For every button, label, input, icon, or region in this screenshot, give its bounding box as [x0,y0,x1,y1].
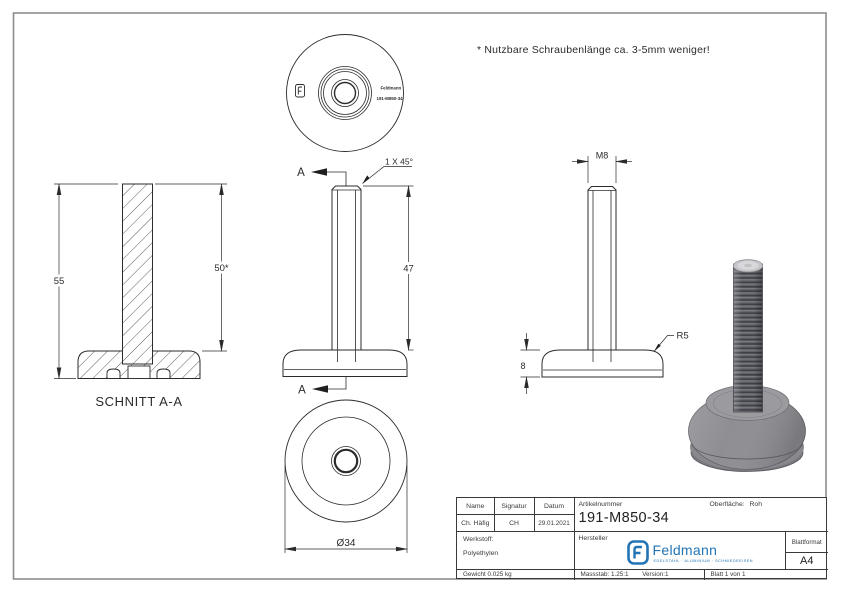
weight-value: Gewicht 0.025 kg [457,570,575,580]
dim-m8-label: M8 [595,150,609,161]
cut-line-bottom [298,377,346,397]
sheet-format-label: Blattformat [786,532,829,553]
title-block-header-date: Datum [535,498,575,515]
dim-47-label: 47 [403,263,414,275]
title-block [456,497,827,579]
manufacturer-label: Hersteller [578,535,608,542]
chamfer-label: 1 X 45° [385,156,413,167]
sheet-format-value: A4 [786,553,829,570]
cut-label-top: A [297,167,305,179]
front-base [283,350,407,377]
name-value: Ch. Häfig [457,515,495,532]
top-view-brand-text: Feldmann [380,85,402,91]
bottom-view [285,400,407,553]
dim-8-label: 8 [520,361,526,371]
side-threaded-rod [588,187,616,351]
material-cell [457,532,575,570]
cut-line-top [297,167,346,186]
dim-diameter-label: Ø34 [336,538,356,549]
dimension-diameter-34 [285,465,407,553]
dim-50-label: 50* [214,263,229,274]
radius-callout [654,331,689,352]
material-value: Polyethylen [463,550,499,557]
dimension-m8 [572,151,632,184]
surface-value: Roh [749,501,762,508]
top-view [287,35,404,152]
dimension-8 [517,333,541,394]
product-photo [689,260,806,472]
article-number-label: Artikelnummer [578,501,623,508]
front-view [283,157,418,397]
dim-r5-label: R5 [676,330,689,342]
scale-version-cell [575,570,705,580]
title-block-article-cell [575,498,829,532]
feldmann-logo-text: Feldmann [652,542,718,558]
side-view [517,151,689,395]
title-block-header-signature: Signatur [495,498,535,515]
manufacturer-cell [575,532,786,570]
material-label: Werkstoff: [463,536,494,543]
chamfer-callout [363,157,413,184]
cut-label-bottom: A [298,384,306,397]
surface-label: Oberfläche: [709,501,745,508]
dimension-50 [155,184,232,351]
top-view-partno-text: 191-M850-34 [376,96,403,101]
version-value: Version:1 [642,571,669,578]
front-threaded-rod [332,186,361,350]
feldmann-mark-icon [296,85,305,98]
section-base-recess [128,366,150,379]
feldmann-logo-tagline: EDELSTAHL · ALUMINIUM · SCHMIEDEEISEN [653,558,754,563]
feldmann-logo-icon [627,540,649,570]
title-block-header-name: Name [457,498,495,515]
dimension-47 [363,186,418,350]
note-text: * Nutzbare Schraubenlänge ca. 3-5mm weniger! [477,44,710,56]
section-base-bump-right [157,369,170,379]
section-threaded-rod [123,184,153,364]
dimension-55 [51,184,118,379]
signature-value: CH [495,515,535,532]
sheet-number-value: Blatt 1 von 1 [710,571,746,578]
section-title: SCHNITT A-A [95,394,183,409]
article-number-value: 191-M850-34 [578,510,670,526]
side-base [542,350,663,377]
date-value: 29.01.2021 [535,515,575,532]
scale-value: Massstab: 1.25:1 [580,571,629,578]
section-base-bump-left [107,369,120,379]
dim-55-label: 55 [53,276,65,287]
product-threaded-rod [733,260,762,412]
section-view [51,184,232,409]
